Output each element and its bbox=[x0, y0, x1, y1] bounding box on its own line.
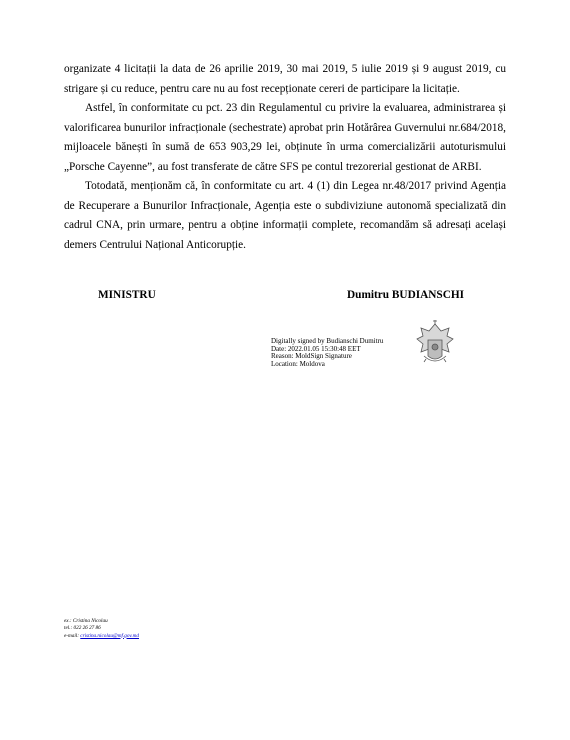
executor-email-line bbox=[64, 633, 139, 640]
digital-signature-location: Location: Moldova bbox=[271, 359, 325, 368]
paragraph-text: Totodată, menționăm că, în conformitate cu art. 4 (1) din Legea nr.48/2017 privind Agenția de Recuperare a Bunurilor Infracționale, Agenția este o subdiviziune autonomă specializată din cadrul CNA, prin urmare, pentru a obține informații complete, recomandăm să adresați același demers Centrului Național Anticorupție. bbox=[64, 180, 506, 251]
executor-contact bbox=[64, 618, 139, 640]
paragraph-recommendation bbox=[64, 177, 506, 255]
executor-name: ex.: Cristina Nicolau bbox=[64, 618, 108, 624]
signatory-title: MINISTRU bbox=[98, 289, 156, 301]
paragraph-text: Astfel, în conformitate cu pct. 23 din Regulamentul cu privire la evaluarea, administrarea și valorificarea bunurilor infracționale (sechestrate) aprobat prin Hotărârea Guvernului nr.684/2018, mijloacele bănești în sumă de 653 903,29 lei, obținute în urma comercializării autoturismului „Porsche Cayenne”, au fost transferate de către SFS pe contul trezorerial gestionat de ARBI. bbox=[64, 102, 506, 173]
paragraph-funds-transfer bbox=[64, 99, 506, 177]
digital-signature-block bbox=[271, 338, 383, 368]
executor-phone: tel.: 022 26 27 86 bbox=[64, 625, 101, 632]
digital-signature-date: Date: 2022.01.05 15:30:48 EET bbox=[271, 344, 361, 353]
signatory-name: Dumitru BUDIANSCHI bbox=[347, 289, 465, 301]
digital-signature-signer: Digitally signed by Budianschi Dumitru bbox=[271, 337, 384, 345]
email-label: e-mail: bbox=[64, 632, 81, 639]
coat-of-arms-icon bbox=[414, 318, 456, 398]
executor-email-link[interactable]: cristina.nicolau@mf.gov.md bbox=[80, 632, 139, 639]
paragraph-auctions bbox=[64, 60, 506, 99]
paragraph-text: organizate 4 licitații la data de 26 aprilie 2019, 30 mai 2019, 5 iulie 2019 și 9 august 2019, cu strigare și cu reduce, pentru care nu au fost recepționate cereri de participare la licitație. bbox=[64, 63, 506, 95]
digital-signature-reason: Reason: MoldSign Signature bbox=[271, 352, 352, 361]
